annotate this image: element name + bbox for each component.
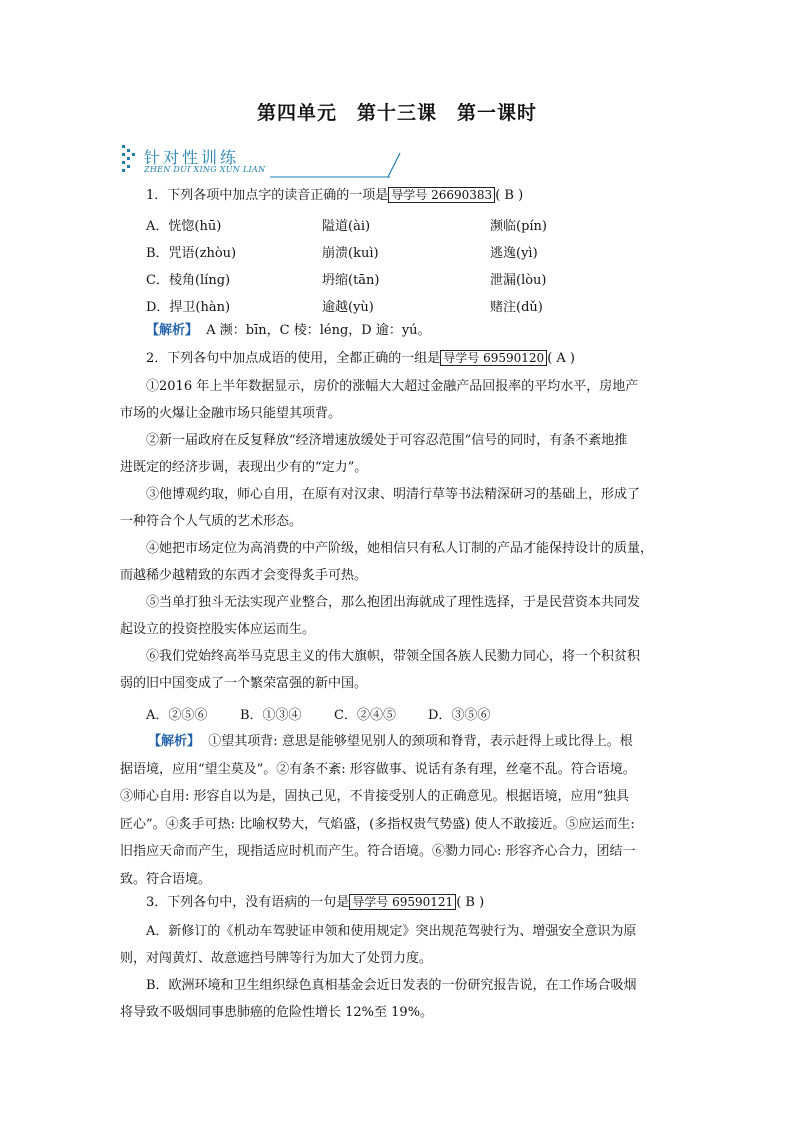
q1-option-a2: 隘道(ài) <box>322 219 371 234</box>
q2-option-a: A．②⑤⑥ <box>146 708 208 723</box>
q3-text: 3．下列各句中，没有语病的一句是 <box>146 895 350 910</box>
q1-text: 1．下列各项中加点字的读音正确的一项是 <box>146 188 389 203</box>
q1-option-b3: 逃逸(yì) <box>490 246 538 261</box>
q1-option-d2: 逾越(yù) <box>322 300 374 315</box>
dots-icon <box>120 143 140 173</box>
q2-jiexi-line-4: 匠心”。④炙手可热: 比喻权势大，气焰盛，(多指权贵气势盛) 使人不敢接近。⑤应运而生: <box>120 816 635 832</box>
q2-option-b: B．①③④ <box>240 708 302 723</box>
q1-option-c1: C．棱角(líng) <box>146 273 231 288</box>
q1-option-b2: 崩溃(kuì) <box>322 246 379 261</box>
q2-text: 2．下列各句中加点成语的使用，全都正确的一组是 <box>146 351 441 366</box>
question-1-stem <box>146 186 523 205</box>
q2-sentences <box>120 373 682 697</box>
q1-option-c3: 泄漏(lòu) <box>490 273 547 288</box>
q2-option-d: D．③⑤⑥ <box>428 708 491 723</box>
q1-option-a1: A．恍惚(hū) <box>146 219 222 234</box>
question-3-stem <box>146 893 484 912</box>
q2-line-4: 进既定的经济步调，表现出少有的“定力”。 <box>120 460 368 475</box>
question-2-stem <box>146 349 575 368</box>
q2-jiexi-line-3: ③师心自用: 形容自以为是，固执己见，不肯接受别人的正确意见。根据语境，应用“独具 <box>120 789 630 804</box>
q2-jiexi-line-5: 旧指应天命而产生，现指适应时机而产生。符合语境。⑥勠力同心: 形容齐心合力，团结一 <box>120 844 636 859</box>
q2-option-c: C．②④⑤ <box>334 708 396 723</box>
q2-jiexi-tag: 【解析】 <box>148 734 201 749</box>
section-banner <box>120 143 320 179</box>
q1-option-a3: 濒临(pín) <box>490 219 547 234</box>
guide-number-2: 导学号 69590120 <box>440 350 547 366</box>
q2-line-9: ⑤当单打独斗无法实现产业整合，那么抱团出海就成了理性选择，于是民营资本共同发 <box>146 595 641 610</box>
q1-answer: ( B ) <box>495 188 524 203</box>
q1-option-d3: 赌注(dǔ) <box>490 300 543 315</box>
page-title: 第四单元 第十三课 第一课时 <box>256 102 537 124</box>
q2-line-7: ④她把市场定位为高消费的中产阶级，她相信只有私人订制的产品才能保持设计的质量， <box>146 541 654 556</box>
q2-line-3: ②新一届政府在反复释放“经济增速放缓处于可容忍范围”信号的同时，有条不紊地推 <box>146 433 628 448</box>
q2-line-11: ⑥我们党始终高举马克思主义的伟大旗帜，带领全国各族人民勠力同心，将一个积贫积 <box>146 649 641 664</box>
q1-option-b1: B．咒语(zhòu) <box>146 246 237 261</box>
q3-answer: ( B ) <box>456 895 485 910</box>
q2-jiexi-line-6: 致。符合语境。 <box>120 871 212 887</box>
q2-jiexi-line-2: 据语境，应用“望尘莫及”。②有条不紊: 形容做事、说话有条有理，丝毫不乱。符合语境。 <box>120 761 636 777</box>
q1-option-c2: 坍缩(tān) <box>322 273 380 288</box>
q2-line-2: 市场的火爆让金融市场只能望其项背。 <box>120 406 342 421</box>
q1-explanation <box>146 322 431 340</box>
q3-line-1: A．新修订的《机动车驾驶证申领和使用规定》突出规范驾驶行为、增强安全意识为原 <box>146 924 637 939</box>
q1-jiexi-text: A 濒：bīn，C 棱：léng，D 逾：yú。 <box>206 323 431 338</box>
q2-line-6: 一种符合个人气质的艺术形态。 <box>120 514 303 529</box>
q3-line-3: B．欧洲环境和卫生组织绿色真相基金会近日发表的一份研究报告说，在工作场合吸烟 <box>146 978 637 993</box>
q2-answer: ( A ) <box>547 351 575 366</box>
q1-jiexi-tag: 【解析】 <box>146 323 199 338</box>
q2-line-1: ①2016 年上半年数据显示，房价的涨幅大大超过金融产品回报率的平均水平，房地产 <box>146 379 639 394</box>
guide-number-3: 导学号 69590121 <box>349 894 456 910</box>
guide-number-1: 导学号 26690383 <box>388 187 495 203</box>
q2-line-8: 而越稀少越精致的东西才会变得炙手可热。 <box>120 568 368 583</box>
q3-options <box>120 918 682 1026</box>
q2-jiexi-line-1: ①望其项背: 意思是能够望见别人的颈项和脊背，表示赶得上或比得上。根 <box>208 734 633 749</box>
banner-subtitle: ZHEN DUI XING XUN LIAN <box>144 165 266 174</box>
q2-line-12: 弱的旧中国变成了一个繁荣富强的新中国。 <box>120 676 368 691</box>
banner-title: 针对性训练 <box>144 148 240 167</box>
banner-slash-line <box>270 149 410 179</box>
q3-line-2: 则，对闯黄灯、故意遮挡号牌等行为加大了处罚力度。 <box>120 951 433 966</box>
q2-line-10: 起设立的投资控股实体应运而生。 <box>120 622 316 637</box>
q3-line-4: 将导致不吸烟同事患肺癌的危险性增长 12%至 19%。 <box>120 1005 434 1020</box>
q1-option-d1: D．捍卫(hàn) <box>146 300 231 315</box>
q2-line-5: ③他博观约取，师心自用，在原有对汉隶、明清行草等书法精深研习的基础上，形成了 <box>146 487 641 502</box>
q2-explanation <box>120 728 682 893</box>
